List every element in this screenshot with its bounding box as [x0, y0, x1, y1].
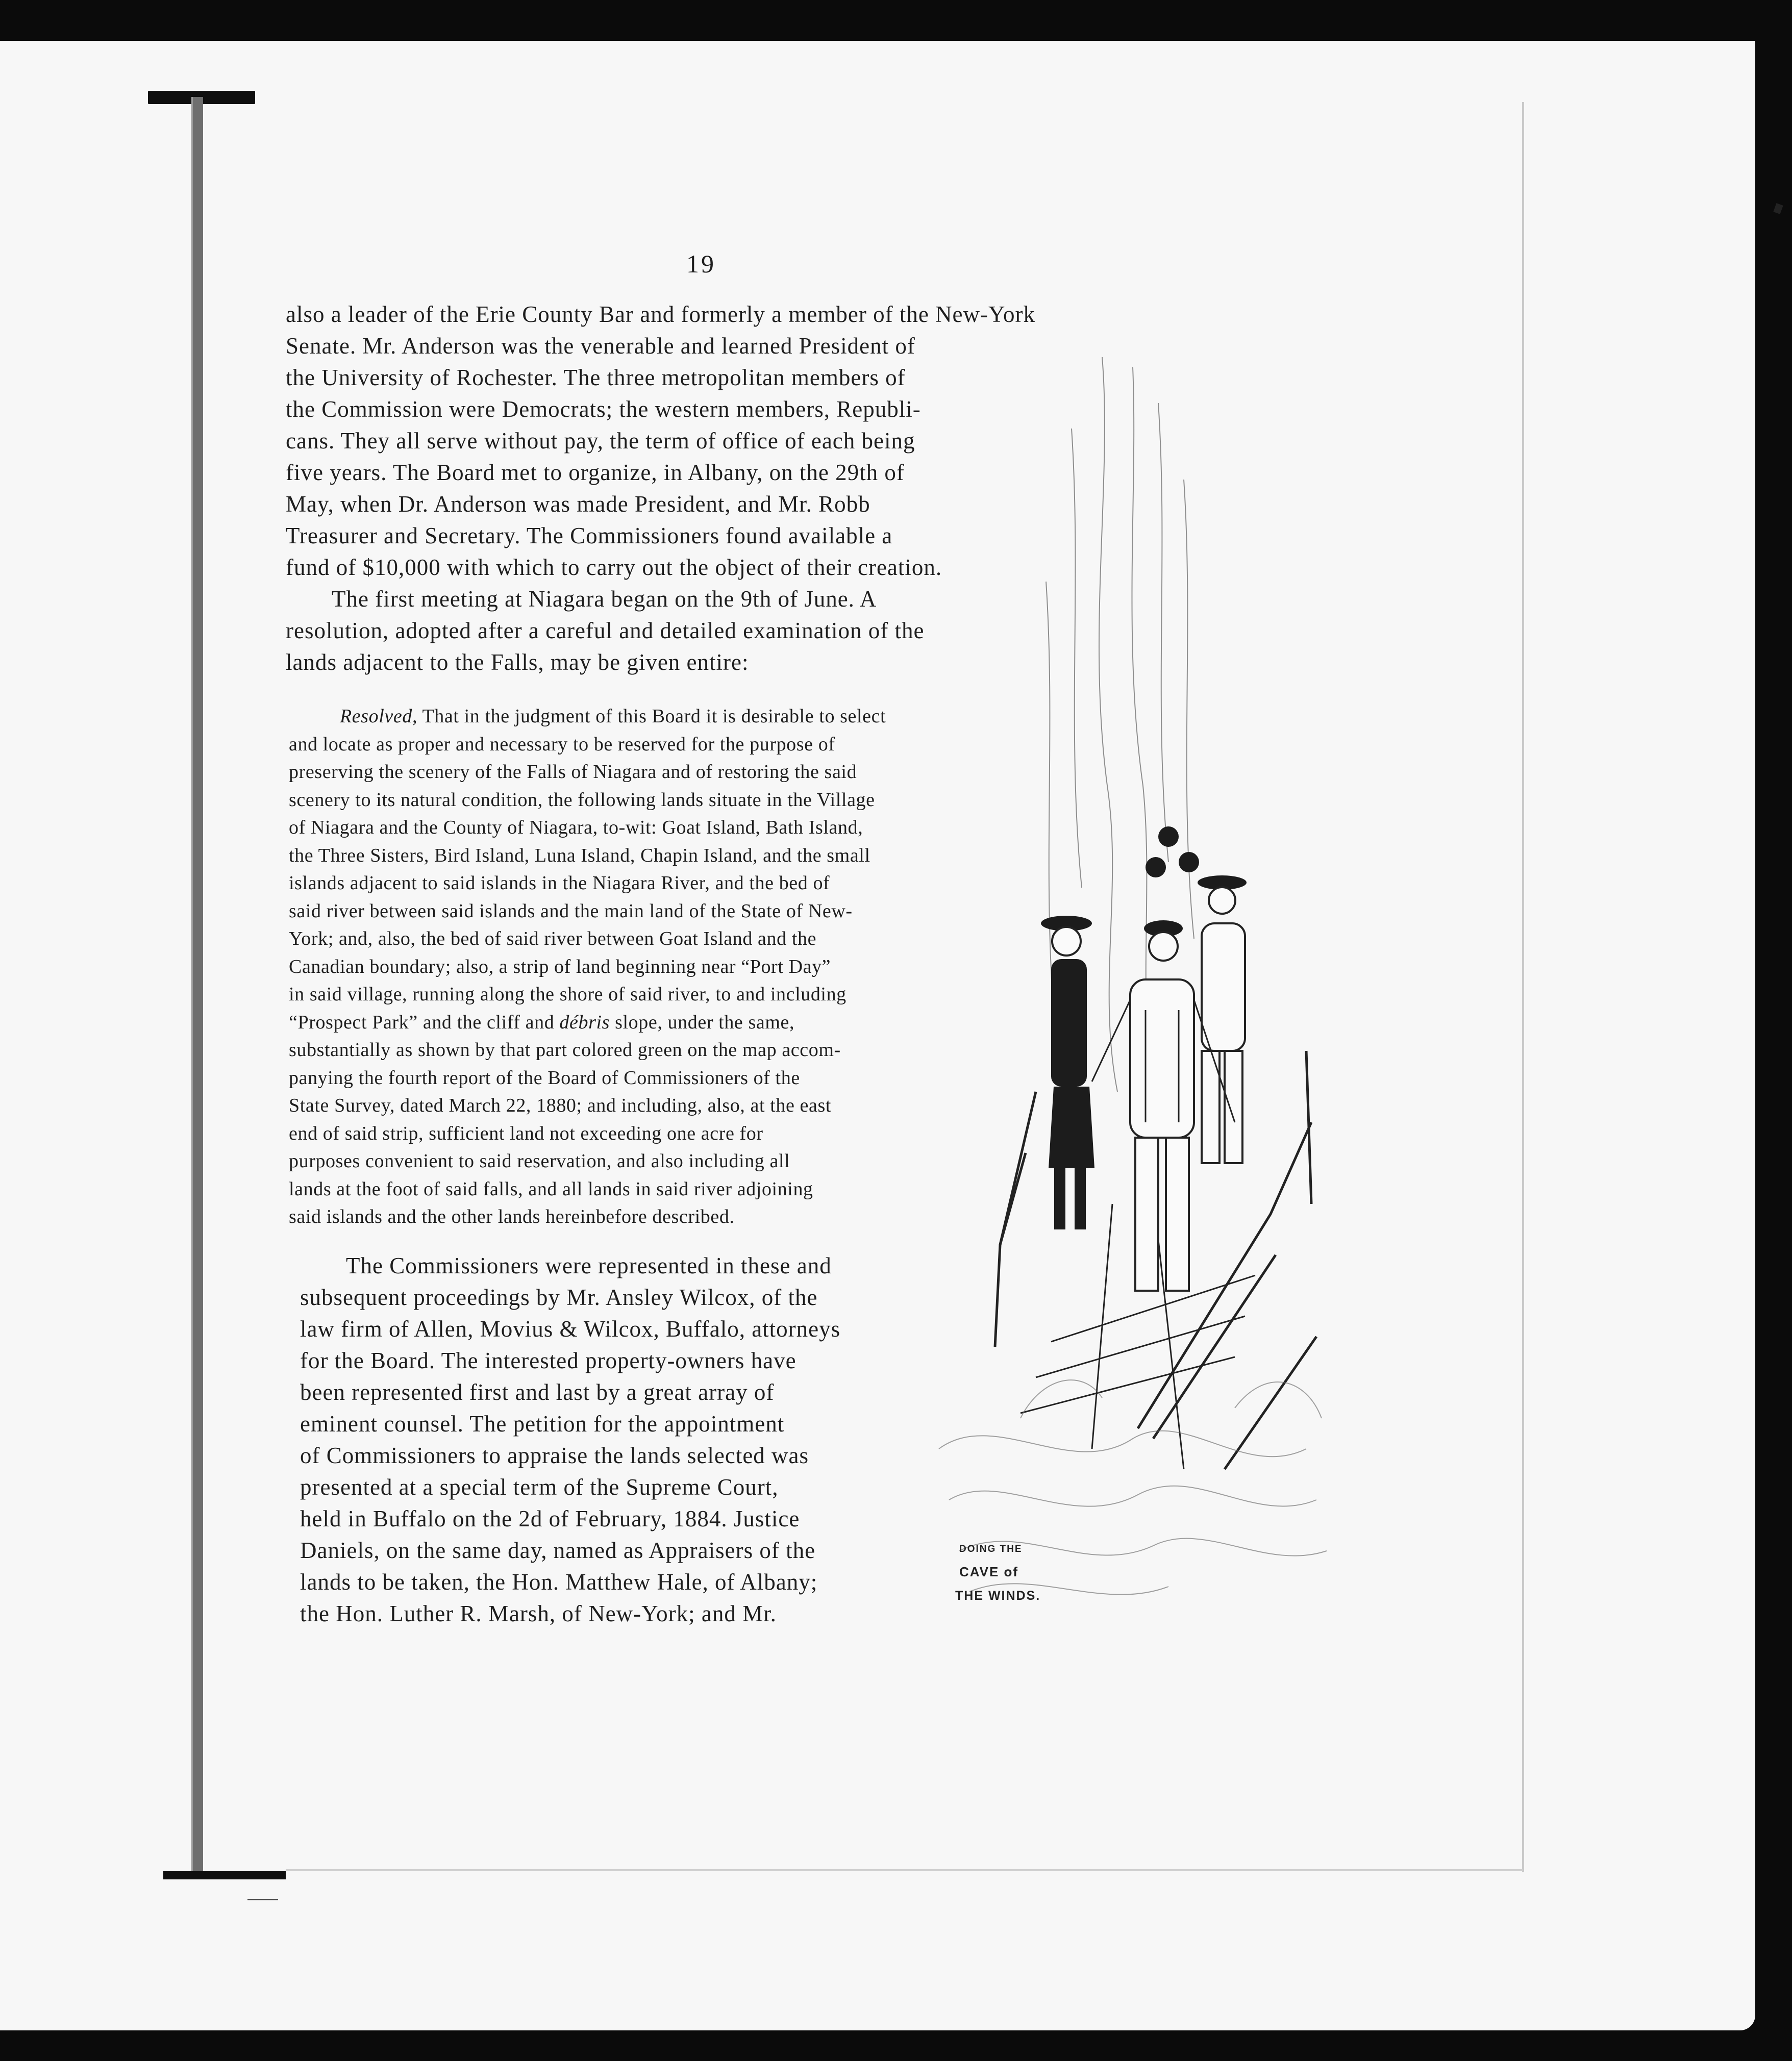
body-line: Senate. Mr. Anderson was the venerable and learned President of: [286, 333, 915, 359]
body-line: fund of $10,000 with which to carry out the object of their creation.: [286, 555, 942, 580]
resolution-line: islands adjacent to said islands in the Niagara River, and the bed of: [289, 872, 830, 894]
cave-of-the-winds-illustration: [918, 326, 1378, 1643]
resolution-line: in said village, running along the shore of said river, to and including: [289, 984, 847, 1005]
resolution-line: of Niagara and the County of Niagara, to-wit: Goat Island, Bath Island,: [289, 817, 863, 838]
resolution-block: [289, 702, 1001, 1231]
body-line: eminent counsel. The petition for the appointment: [300, 1411, 785, 1437]
body-line: The Commissioners were represented in these and: [346, 1253, 832, 1278]
body-line: the Commission were Democrats; the western members, Republi-: [286, 396, 921, 422]
resolution-line: purposes convenient to said reservation, and also including all: [289, 1150, 790, 1172]
body-line: five years. The Board met to organize, in Albany, on the 29th of: [286, 460, 905, 485]
resolution-line: York; and, also, the bed of said river between Goat Island and the: [289, 928, 817, 949]
resolution-line: the Three Sisters, Bird Island, Luna Island, Chapin Island, and the small: [289, 844, 870, 866]
scan-top-border: [0, 0, 1792, 8]
body-line: of Commissioners to appraise the lands selected was: [300, 1443, 809, 1468]
body-line: Daniels, on the same day, named as Appraisers of the: [300, 1538, 816, 1563]
body-line: for the Board. The interested property-owners have: [300, 1348, 797, 1373]
resolution-line-text: slope, under the same,: [615, 1011, 795, 1033]
body-line: cans. They all serve without pay, the term of office of each being: [286, 428, 915, 454]
resolution-first-line-text: That in the judgment of this Board it is desirable to select: [422, 706, 886, 727]
body-text-continued: [300, 1250, 938, 1629]
scan-artifact: [1773, 203, 1783, 214]
page-frame-right-rule: [1522, 102, 1524, 1872]
scan-bottom-border: [0, 2035, 1792, 2061]
debris-word: débris: [559, 1011, 610, 1033]
body-line: subsequent proceedings by Mr. Ansley Wilcox, of the: [300, 1285, 818, 1310]
binding-rod-foot: [247, 1899, 278, 1900]
body-line: Treasurer and Secretary. The Commissioners found available a: [286, 523, 893, 548]
resolution-line: said islands and the other lands hereinbefore described.: [289, 1206, 735, 1227]
resolution-line: State Survey, dated March 22, 1880; and including, also, at the east: [289, 1095, 832, 1116]
body-line: the Hon. Luther R. Marsh, of New-York; and Mr.: [300, 1601, 777, 1626]
body-line: presented at a special term of the Supreme Court,: [300, 1474, 779, 1500]
caption-line: DOING THE: [959, 1544, 1023, 1554]
binding-rod-bottom-cap: [163, 1871, 286, 1879]
resolution-line-text: “Prospect Park” and the cliff and: [289, 1011, 555, 1033]
resolution-line: preserving the scenery of the Falls of Niagara and of restoring the said: [289, 761, 857, 783]
resolution-line: said river between said islands and the main land of the State of New-: [289, 900, 853, 922]
body-line: lands to be taken, the Hon. Matthew Hale, of Albany;: [300, 1569, 818, 1595]
body-line: lands adjacent to the Falls, may be given entire:: [286, 649, 749, 675]
page-frame-bottom-rule: [286, 1869, 1523, 1871]
body-line: resolution, adopted after a careful and detailed examination of the: [286, 618, 925, 643]
caption-line: CAVE of: [959, 1564, 1019, 1579]
resolution-label: Resolved,: [340, 706, 418, 727]
body-line: law firm of Allen, Movius & Wilcox, Buffalo, attorneys: [300, 1316, 841, 1342]
resolution-line: end of said strip, sufficient land not exceeding one acre for: [289, 1122, 763, 1144]
resolution-line: scenery to its natural condition, the following lands situate in the Village: [289, 789, 875, 811]
body-line: May, when Dr. Anderson was made President, and Mr. Robb: [286, 491, 870, 517]
resolution-debris-line: [289, 1009, 1001, 1037]
body-line: the University of Rochester. The three metropolitan members of: [286, 365, 906, 390]
resolution-line: Canadian boundary; also, a strip of land beginning near “Port Day”: [289, 956, 831, 977]
illustration-caption: [929, 1541, 1092, 1622]
body-line: The first meeting at Niagara began on the 9th of June. A: [332, 586, 877, 612]
body-line: been represented first and last by a great array of: [300, 1379, 775, 1405]
body-line: held in Buffalo on the 2d of February, 1884. Justice: [300, 1506, 800, 1531]
resolution-line: substantially as shown by that part colored green on the map accom-: [289, 1039, 841, 1061]
body-line: also a leader of the Erie County Bar and formerly a member of the New-York: [286, 301, 1035, 327]
page-number: 19: [686, 249, 716, 278]
resolution-line: lands at the foot of said falls, and all lands in said river adjoining: [289, 1178, 813, 1200]
resolution-first-line: [289, 702, 1001, 731]
resolution-line: panying the fourth report of the Board of Commissioners of the: [289, 1067, 800, 1089]
resolution-line: and locate as proper and necessary to be reserved for the purpose of: [289, 733, 835, 755]
caption-line: THE WINDS.: [955, 1589, 1041, 1603]
binding-rod: [191, 97, 203, 1875]
